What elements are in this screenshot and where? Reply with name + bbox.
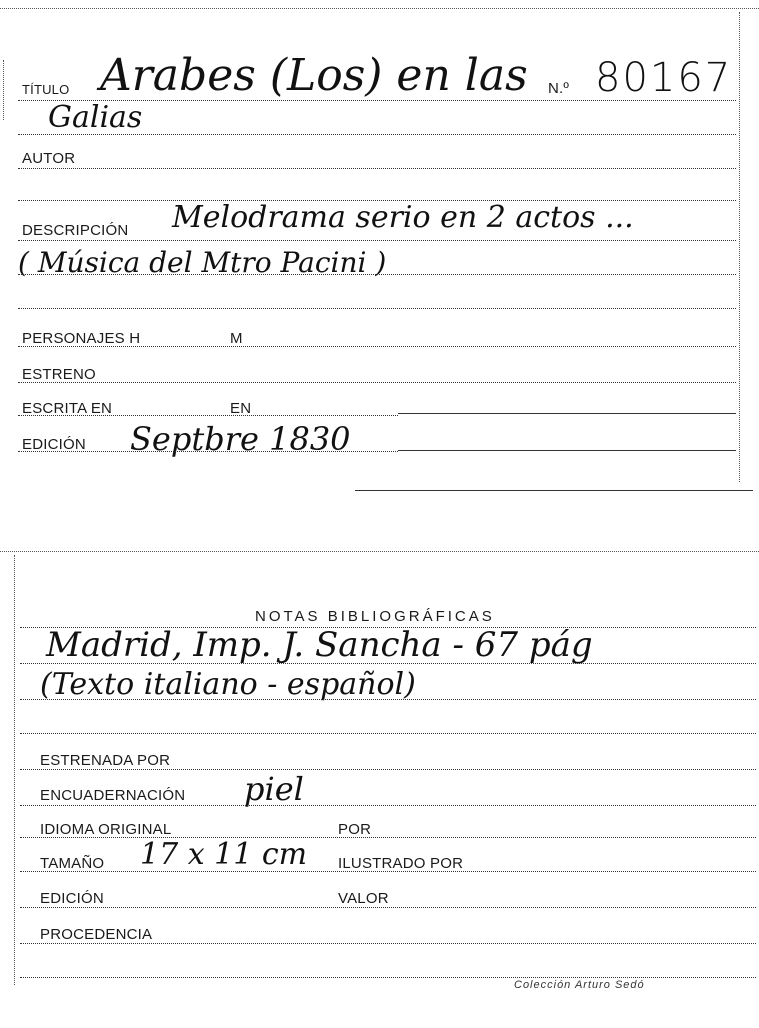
titulo-value: Arabes (Los) en las <box>100 50 528 101</box>
titulo-label: TÍTULO <box>22 82 70 97</box>
procedencia-line <box>20 943 756 944</box>
edicion-line-solid <box>398 450 736 451</box>
tamano-line <box>20 871 756 872</box>
notas-line-2 <box>20 663 756 664</box>
estrenada-label: ESTRENADA POR <box>40 752 171 769</box>
estreno-label: ESTRENO <box>22 366 96 383</box>
descripcion-label: DESCRIPCIÓN <box>22 222 129 239</box>
ilustrado-label: ILUSTRADO POR <box>338 855 464 872</box>
personajes-label: PERSONAJES H <box>22 330 141 347</box>
encuadernacion-label: ENCUADERNACIÓN <box>40 787 186 804</box>
notas-line-3 <box>20 699 756 700</box>
idioma-label: IDIOMA ORIGINAL <box>40 821 172 838</box>
card-right-edge <box>739 12 740 482</box>
procedencia-label: PROCEDENCIA <box>40 926 153 943</box>
card-left-edge <box>3 60 4 120</box>
escrita-en-label: ESCRITA EN <box>22 400 113 417</box>
escrita-en-line <box>18 415 398 416</box>
card-left-edge <box>14 555 15 985</box>
por-label: POR <box>338 821 372 838</box>
estreno-line <box>18 382 736 383</box>
descripcion-line-3 <box>18 308 736 309</box>
escrita-en-line-solid <box>398 413 736 414</box>
autor-label: AUTOR <box>22 150 76 167</box>
edicion-line-bottom <box>20 907 756 908</box>
descripcion-value-continued: ( Música del Mtro Pacini ) <box>18 246 387 279</box>
estrenada-line <box>20 769 756 770</box>
autor-line <box>18 168 736 169</box>
en-label: EN <box>230 400 252 417</box>
notas-heading: NOTAS BIBLIOGRÁFICAS <box>255 608 495 625</box>
procedencia-line-2 <box>20 977 756 978</box>
edicion-label: EDICIÓN <box>22 436 86 453</box>
catalog-card-top <box>0 0 759 495</box>
edicion-label-bottom: EDICIÓN <box>40 890 104 907</box>
edicion-value: Septbre 1830 <box>130 420 351 458</box>
notas-value-line1: Madrid, Imp. J. Sancha - 67 pág <box>46 625 593 665</box>
tamano-label: TAMAÑO <box>40 855 105 872</box>
valor-label: VALOR <box>338 890 389 907</box>
notas-value-line2: (Texto italiano - español) <box>40 667 416 702</box>
titulo-value-continued: Galias <box>48 100 143 135</box>
card-top-edge <box>0 551 759 552</box>
descripcion-line-2 <box>18 274 736 275</box>
encuadernacion-line <box>20 805 756 806</box>
personajes-line <box>18 346 736 347</box>
titulo-line-2 <box>18 134 736 135</box>
numero-label: N.º <box>548 80 570 97</box>
tamano-value: 17 x 11 cm <box>140 837 308 872</box>
numero-value: 80167 <box>595 55 733 101</box>
card-top-edge <box>0 8 759 9</box>
collection-credit: Colección Arturo Sedó <box>514 979 645 991</box>
encuadernacion-value: piel <box>244 770 304 808</box>
descripcion-value: Melodrama serio en 2 actos ... <box>172 200 634 235</box>
card-bottom-edge <box>355 490 753 491</box>
descripcion-line <box>18 240 736 241</box>
catalog-card-bottom <box>0 545 759 1028</box>
edicion-line <box>18 451 398 452</box>
idioma-line <box>20 837 756 838</box>
personajes-m-label: M <box>230 330 243 347</box>
notas-line-4 <box>20 733 756 734</box>
